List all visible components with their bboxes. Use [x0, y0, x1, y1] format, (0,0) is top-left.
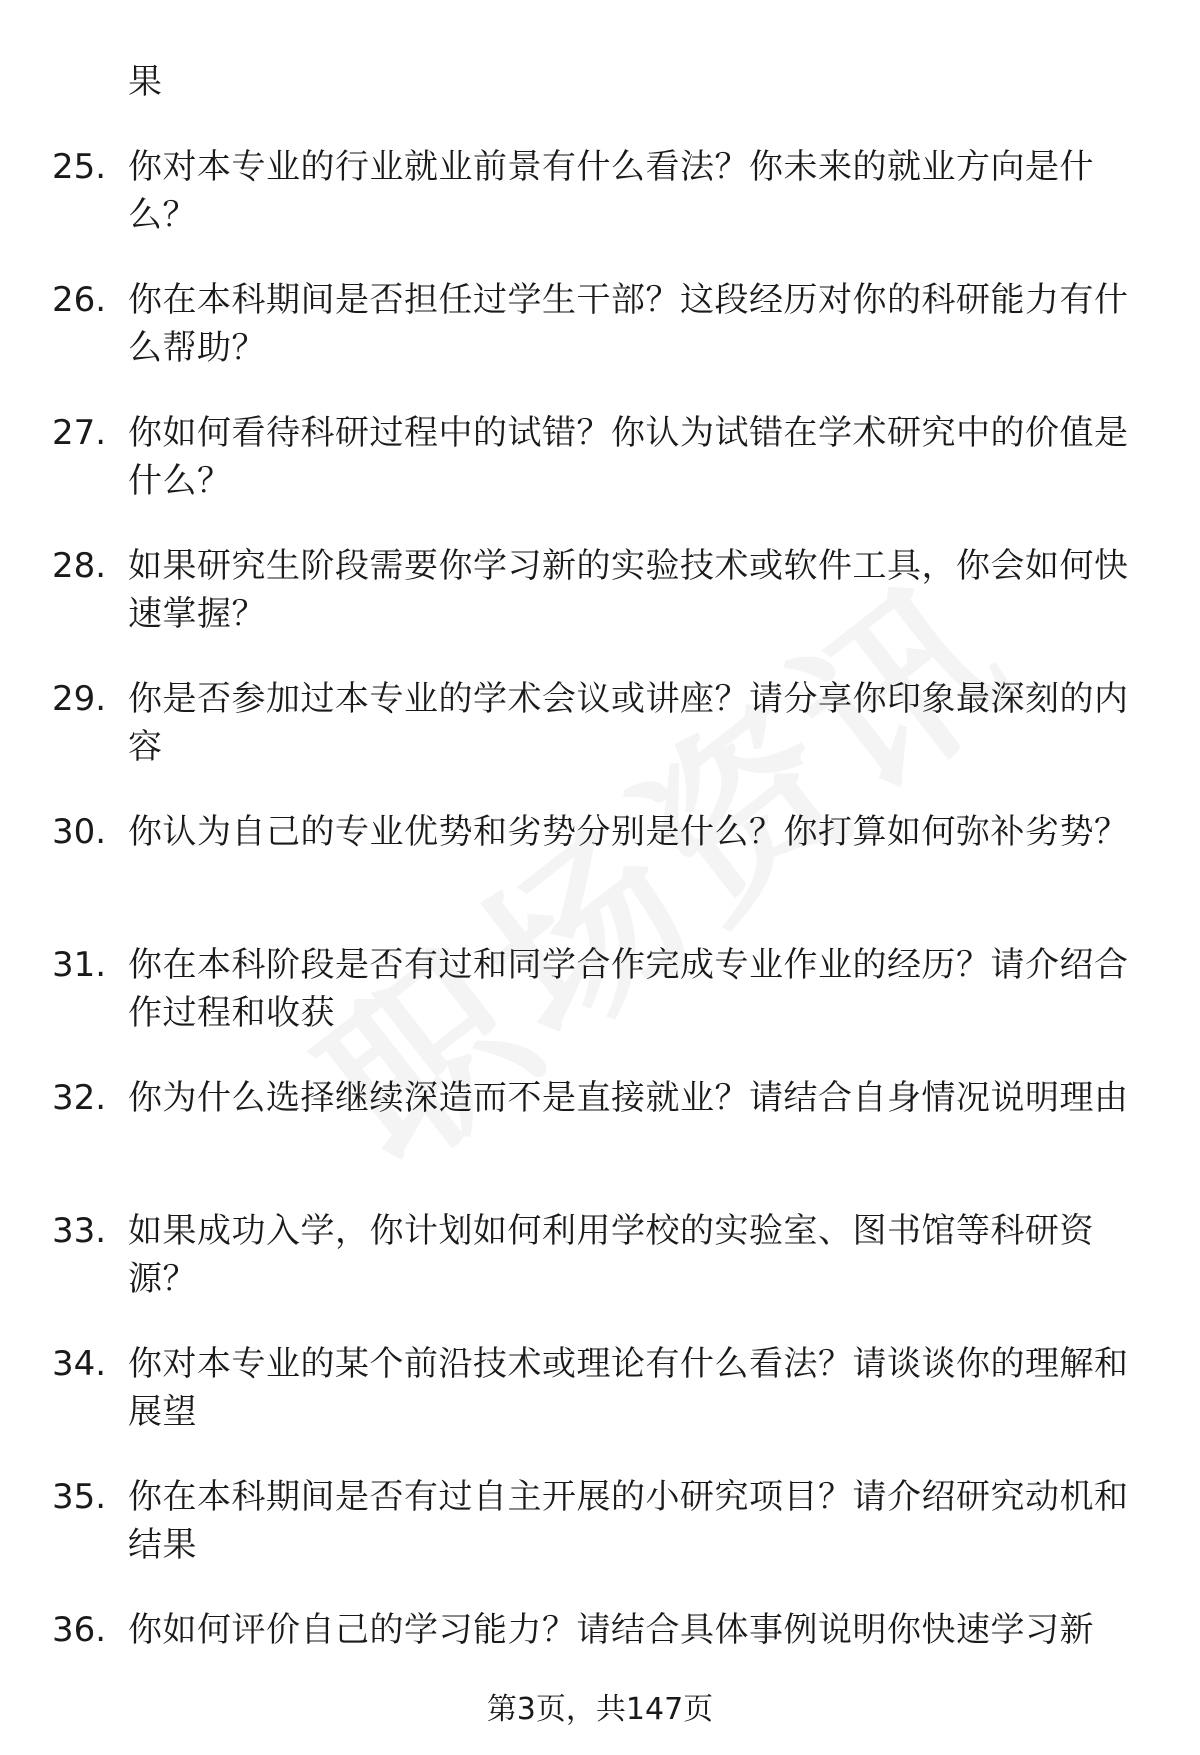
- question-number: 35.: [52, 1477, 107, 1517]
- page-footer: 第3页，共147页: [486, 1692, 714, 1727]
- question-number: 26.: [52, 280, 107, 320]
- question-item: [0, 1340, 1200, 1473]
- question-number: 33.: [52, 1211, 107, 1251]
- question-number: 28.: [52, 546, 107, 586]
- question-text: 你在本科期间是否有过自主开展的小研究项目？请介绍研究动机和结果: [128, 1477, 1129, 1565]
- question-text: 你是否参加过本专业的学术会议或讲座？请分享你印象最深刻的内容: [128, 679, 1129, 767]
- question-text: 你在本科期间是否担任过学生干部？这段经历对你的科研能力有什么帮助？: [128, 280, 1129, 368]
- question-item: [0, 276, 1200, 409]
- question-text: 你对本专业的某个前沿技术或理论有什么看法？请谈谈你的理解和展望: [128, 1344, 1129, 1432]
- question-number: 29.: [52, 679, 107, 719]
- question-item: [0, 143, 1200, 276]
- question-number: 36.: [52, 1610, 107, 1650]
- question-number: 31.: [52, 945, 107, 985]
- continuation-text: 果: [128, 62, 162, 102]
- question-text: 你如何评价自己的学习能力？请结合具体事例说明你快速学习新: [128, 1610, 1094, 1650]
- question-number: 25.: [52, 147, 107, 187]
- question-text: 你对本专业的行业就业前景有什么看法？你未来的就业方向是什么？: [128, 147, 1094, 235]
- question-item: [0, 1473, 1200, 1606]
- question-text: 你在本科阶段是否有过和同学合作完成专业作业的经历？请介绍合作过程和收获: [128, 945, 1129, 1033]
- question-item: [0, 542, 1200, 675]
- question-item: [0, 808, 1200, 941]
- question-text: 你认为自己的专业优势和劣势分别是什么？你打算如何弥补劣势？: [128, 812, 1129, 852]
- question-item: [0, 409, 1200, 542]
- question-item: [0, 675, 1200, 808]
- question-item: [0, 941, 1200, 1074]
- question-number: 27.: [52, 413, 107, 453]
- question-number: 30.: [52, 812, 107, 852]
- question-text: 你为什么选择继续深造而不是直接就业？请结合自身情况说明理由: [128, 1078, 1129, 1118]
- question-item: [0, 1074, 1200, 1207]
- question-item: [0, 1207, 1200, 1340]
- question-number: 34.: [52, 1344, 107, 1384]
- question-text: 如果研究生阶段需要你学习新的实验技术或软件工具，你会如何快速掌握？: [128, 546, 1129, 634]
- question-text: 如果成功入学，你计划如何利用学校的实验室、图书馆等科研资源？: [128, 1211, 1094, 1299]
- question-text: 你如何看待科研过程中的试错？你认为试错在学术研究中的价值是什么？: [128, 413, 1129, 501]
- question-number: 32.: [52, 1078, 107, 1118]
- question-list: [0, 143, 1200, 1739]
